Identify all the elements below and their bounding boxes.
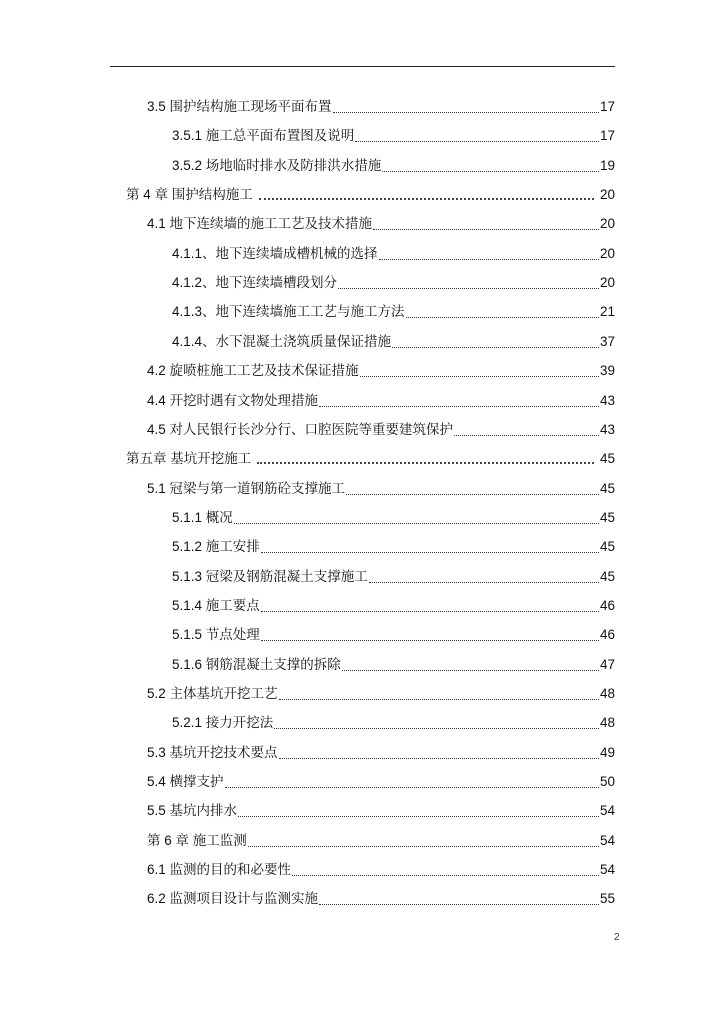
dot-leader	[406, 307, 599, 318]
toc-entry-page: 39	[599, 363, 615, 379]
toc-entry-page: 48	[599, 686, 615, 701]
toc-entry[interactable]	[147, 476, 615, 498]
toc-entry-page: 49	[599, 744, 615, 760]
toc-entry[interactable]	[147, 740, 615, 762]
dot-leader	[238, 806, 599, 817]
dot-leader	[261, 542, 599, 553]
toc-entry-title: 5.1.1 概况	[172, 509, 233, 525]
dot-leader	[342, 660, 599, 671]
toc-entry-title: 5.1.4 施工要点	[172, 597, 260, 613]
toc-entry-title: 5.3 基坑开挖技术要点	[147, 744, 278, 760]
dot-leader	[382, 161, 599, 172]
toc-entry-title: 4.2 旋喷桩施工工艺及技术保证措施	[147, 363, 359, 379]
dot-leader	[373, 219, 599, 230]
toc-entry-title: 5.2.1 接力开挖法	[172, 715, 274, 731]
toc-entry[interactable]	[147, 417, 615, 439]
toc-entry-page: 46	[599, 597, 615, 613]
dot-leader	[319, 894, 599, 905]
toc-entry-page: 54	[599, 862, 615, 878]
toc-entry[interactable]	[172, 622, 615, 644]
toc-entry-page: 20	[599, 187, 615, 203]
dot-leader	[234, 513, 599, 524]
toc-entry-page: 37	[599, 333, 615, 349]
dot-leader	[259, 188, 594, 200]
dot-leader	[257, 452, 594, 464]
toc-entry-title: 3.5.2 场地临时排水及防排洪水措施	[172, 157, 382, 173]
toc-entry[interactable]	[172, 329, 615, 351]
toc-entry-page: 55	[599, 891, 615, 907]
dot-leader	[338, 278, 599, 289]
toc-entry[interactable]	[147, 211, 615, 233]
toc-entry-title: 6.1 监测的目的和必要性	[147, 862, 292, 878]
dot-leader	[392, 337, 599, 348]
toc-entry-page: 54	[599, 803, 615, 819]
toc-entry-title: 第 6 章 施工监测	[147, 832, 247, 848]
toc-entry[interactable]	[172, 710, 615, 732]
dot-leader	[279, 748, 599, 759]
toc-entry-page: 20	[599, 216, 615, 232]
toc-entry[interactable]	[126, 182, 615, 204]
toc-entry-page: 45	[599, 568, 615, 584]
dot-leader	[225, 777, 599, 788]
toc-entry-title: 3.5.1 施工总平面布置图及说明	[172, 128, 355, 144]
toc-entry[interactable]	[147, 358, 615, 380]
toc-entry[interactable]	[172, 593, 615, 615]
toc-entry[interactable]	[126, 446, 615, 468]
dot-leader	[261, 601, 599, 612]
toc-entry[interactable]	[172, 505, 615, 527]
dot-leader	[319, 396, 599, 407]
toc-entry[interactable]	[172, 153, 615, 175]
toc-entry-page: 45	[599, 451, 615, 467]
toc-entry-title: 5.4 横撑支护	[147, 774, 224, 790]
toc-entry-page: 47	[599, 656, 615, 672]
toc-entry-page: 54	[599, 832, 615, 848]
toc-entry-page: 46	[599, 627, 615, 643]
toc-entry[interactable]	[172, 123, 615, 145]
toc-entry-title: 3.5 围护结构施工现场平面布置	[147, 99, 332, 114]
toc-entry[interactable]	[147, 828, 615, 850]
dot-leader	[346, 484, 599, 495]
toc-entry[interactable]	[147, 798, 615, 820]
toc-entry[interactable]	[147, 94, 615, 116]
page-number: 2	[614, 932, 620, 943]
toc-entry-page: 48	[599, 715, 615, 731]
toc-entry-page: 45	[599, 539, 615, 555]
toc-entry[interactable]	[147, 769, 615, 791]
toc-entry[interactable]	[172, 564, 615, 586]
toc-entry-title: 4.5 对人民银行长沙分行、口腔医院等重要建筑保护	[147, 421, 454, 437]
toc-entry[interactable]	[147, 388, 615, 410]
toc-entry-page: 50	[599, 774, 615, 790]
dot-leader	[261, 630, 599, 641]
toc-entry-title: 5.1.2 施工安排	[172, 539, 260, 555]
dot-leader	[360, 366, 599, 377]
toc-entry-title: 4.1.1、地下连续墙成槽机械的选择	[172, 245, 378, 261]
toc-entry[interactable]	[147, 886, 615, 908]
toc-entry[interactable]	[147, 681, 615, 703]
toc-entry-page: 20	[599, 275, 615, 291]
toc-entry-title: 4.1 地下连续墙的施工工艺及技术措施	[147, 216, 373, 232]
header-rule	[110, 66, 615, 67]
toc-entry-title: 4.1.4、水下混凝土浇筑质量保证措施	[172, 333, 392, 349]
toc-entry-title: 5.1 冠梁与第一道钢筋砼支撑施工	[147, 480, 346, 496]
toc-entry-page: 43	[599, 421, 615, 437]
toc-entry-page: 17	[599, 128, 615, 144]
toc-entry-title: 第 4 章 围护结构施工	[126, 187, 253, 203]
toc-entry-title: 5.1.3 冠梁及钢筋混凝土支撑施工	[172, 568, 368, 584]
toc-entry-page: 20	[599, 245, 615, 261]
dot-leader	[292, 865, 599, 876]
dot-leader	[355, 131, 599, 142]
toc-entry-title: 5.1.6 钢筋混凝土支撑的拆除	[172, 656, 341, 672]
dot-leader	[333, 102, 599, 113]
toc-entry[interactable]	[172, 299, 615, 321]
toc-entry-title: 6.2 监测项目设计与监测实施	[147, 891, 319, 907]
toc-entry-title: 4.1.2、地下连续墙槽段划分	[172, 275, 338, 291]
toc-entry[interactable]	[172, 270, 615, 292]
toc-entry-page: 21	[599, 304, 615, 320]
dot-leader	[379, 249, 599, 260]
toc-entry-page: 19	[599, 157, 615, 173]
toc-entry-page: 45	[599, 509, 615, 525]
dot-leader	[454, 425, 599, 436]
toc-entry[interactable]	[147, 857, 615, 879]
toc-entry-title: 5.5 基坑内排水	[147, 803, 238, 819]
toc-entry[interactable]	[172, 241, 615, 263]
toc-entry-title: 4.1.3、地下连续墙施工工艺与施工方法	[172, 304, 405, 320]
dot-leader	[369, 572, 599, 583]
toc-entry-page: 43	[599, 392, 615, 408]
dot-leader	[274, 718, 599, 729]
dot-leader	[248, 836, 599, 847]
toc-entry-title: 4.4 开挖时遇有文物处理措施	[147, 392, 319, 408]
toc-entry-title: 5.1.5 节点处理	[172, 627, 260, 643]
toc-entry[interactable]	[172, 652, 615, 674]
toc-entry[interactable]	[172, 534, 615, 556]
toc-entry-page: 17	[599, 99, 615, 114]
toc-entry-title: 5.2 主体基坑开挖工艺	[147, 686, 278, 701]
toc-entry-page: 45	[599, 480, 615, 496]
dot-leader	[279, 689, 599, 700]
toc-entry-title: 第五章 基坑开挖施工	[126, 451, 252, 467]
